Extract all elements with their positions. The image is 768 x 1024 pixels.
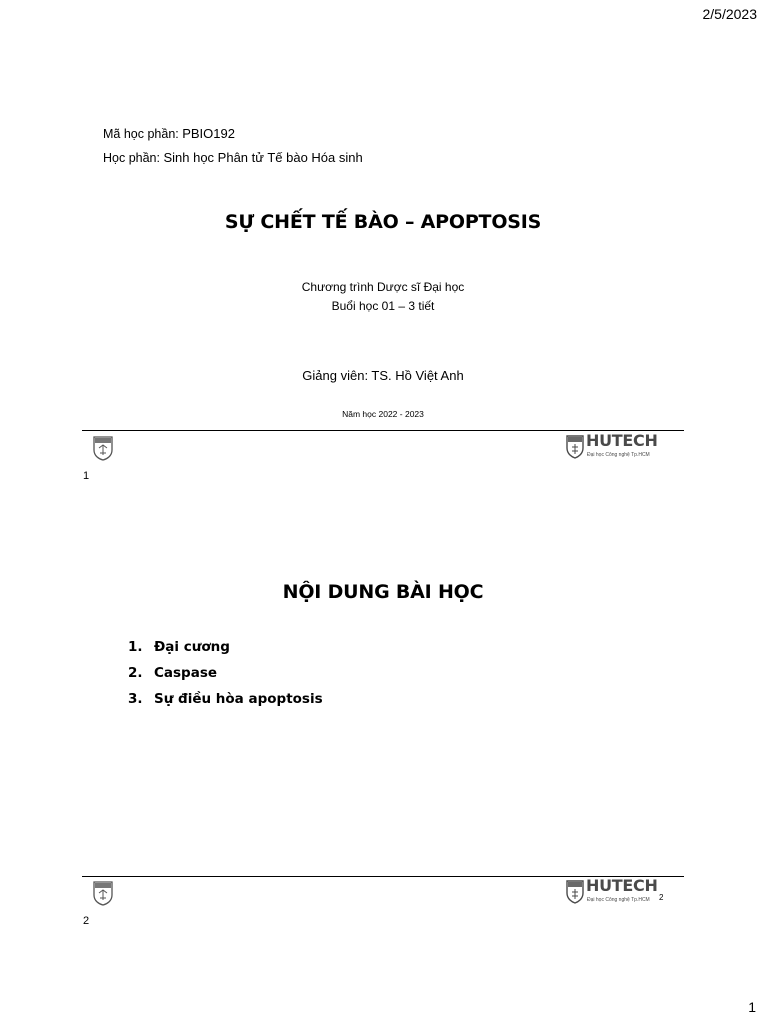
agenda-number: 1. (128, 639, 143, 655)
agenda-list (128, 636, 323, 714)
agenda-item (128, 636, 323, 662)
slide-corner-number: 2 (659, 893, 664, 902)
academic-year: Năm học 2022 - 2023 (342, 409, 424, 419)
agenda-label: Caspase (154, 665, 218, 681)
slide-number: 1 (83, 470, 90, 482)
session-line: Buổi học 01 – 3 tiết (331, 299, 435, 313)
slide-title: NỘI DUNG BÀI HỌC (282, 581, 484, 603)
hutech-tagline: Đại học Công nghệ Tp.HCM (587, 452, 650, 458)
hutech-logo (566, 876, 662, 905)
hutech-shield-icon (566, 880, 584, 904)
course-code-label: Mã học phần: (103, 127, 183, 141)
slide-title: SỰ CHẾT TẾ BÀO – APOPTOSIS (224, 211, 542, 233)
lecturer-line: Giảng viên: TS. Hồ Việt Anh (302, 368, 464, 383)
course-name-line (103, 150, 363, 165)
hutech-logo (566, 431, 662, 460)
agenda-number: 3. (128, 691, 143, 707)
university-crest-icon (92, 435, 114, 461)
slide-2 (82, 510, 684, 980)
course-name: Sinh học Phân tử Tế bào Hóa sinh (163, 150, 363, 165)
slide-number: 2 (83, 915, 90, 927)
university-crest-icon (92, 880, 114, 906)
slide-1 (82, 34, 684, 504)
page-date: 2/5/2023 (702, 6, 757, 22)
page-number: 1 (748, 999, 756, 1015)
course-code: PBIO192 (182, 126, 235, 141)
agenda-label: Sự điều hòa apoptosis (154, 691, 323, 707)
hutech-shield-icon (566, 435, 584, 459)
agenda-item (128, 688, 323, 714)
course-code-line (103, 126, 235, 141)
agenda-label: Đại cương (154, 639, 230, 655)
program-line: Chương trình Dược sĩ Đại học (301, 280, 465, 294)
agenda-number: 2. (128, 665, 143, 681)
agenda-item (128, 662, 323, 688)
hutech-wordmark: HUTECH (586, 876, 658, 895)
course-name-label: Học phần: (103, 151, 164, 165)
hutech-wordmark: HUTECH (586, 431, 658, 450)
hutech-tagline: Đại học Công nghệ Tp.HCM (587, 897, 650, 903)
